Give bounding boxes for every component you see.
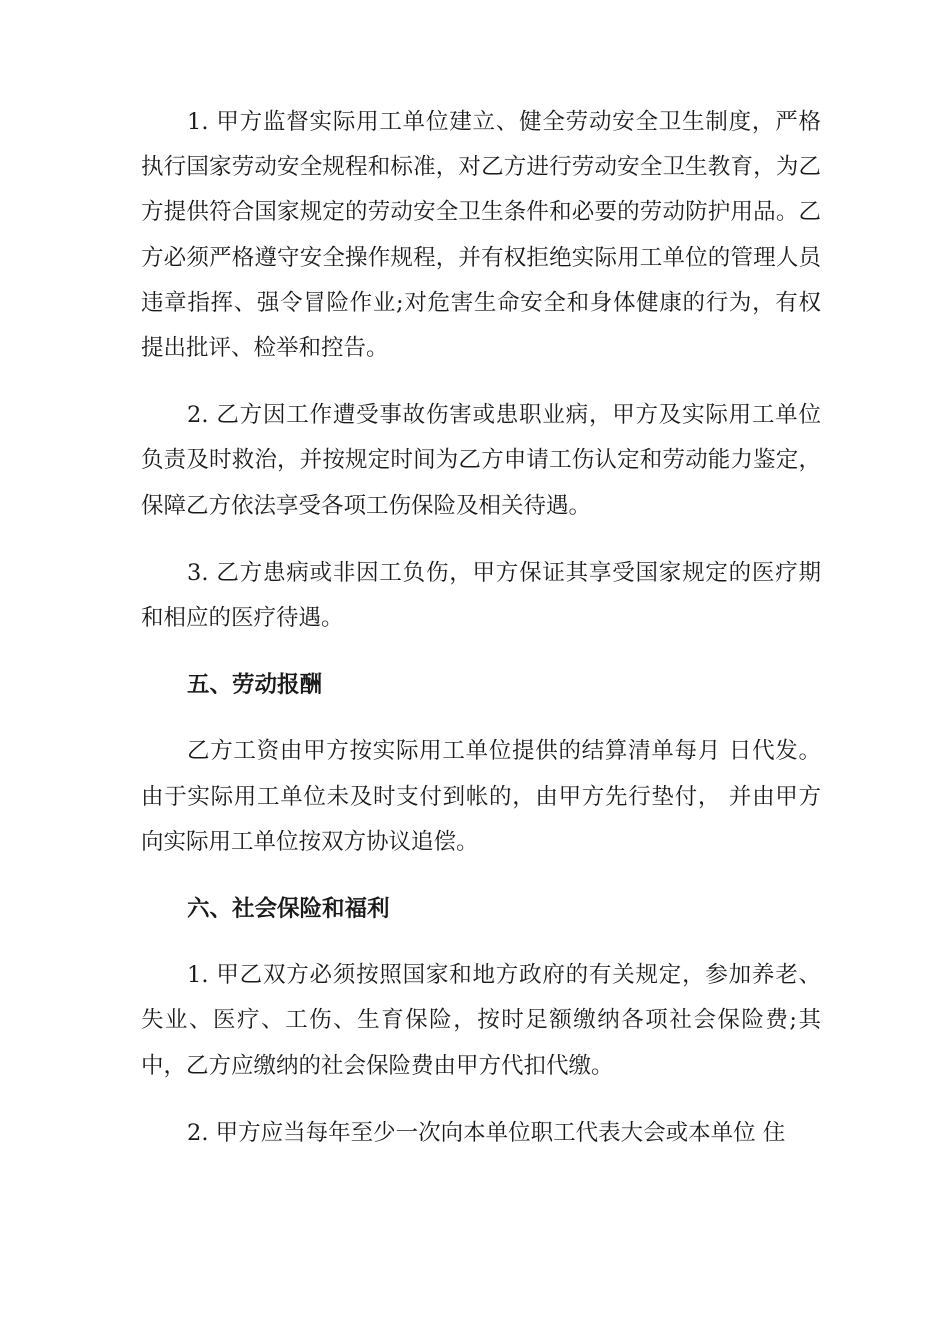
paragraph-wage-payment: 乙方工资由甲方按实际用工单位提供的结算清单每月 日代发。由于实际用工单位未及时支付到帐的，由甲方先行垫付， 并由甲方向实际用工单位按双方协议追偿。 (141, 738, 821, 855)
section-heading-remuneration: 五、劳动报酬 (187, 672, 323, 699)
paragraph-social-insurance: 1. 甲乙双方必须按照国家和地方政府的有关规定，参加养老、失业、医疗、工伤、生育保险，按时足额缴纳各项社会保险费;其中，乙方应缴纳的社会保险费由甲方代扣代缴。 (141, 962, 821, 1079)
section-heading-social-insurance: 六、社会保险和福利 (187, 896, 390, 923)
paragraph-employee-congress: 2. 甲方应当每年至少一次向本单位职工代表大会或本单位 住 (187, 1119, 786, 1146)
paragraph-work-injury: 2. 乙方因工作遭受事故伤害或患职业病，甲方及实际用工单位负责及时救治，并按规定时间为乙方申请工伤认定和劳动能力鉴定，保障乙方依法享受各项工伤保险及相关待遇。 (141, 402, 821, 519)
paragraph-illness-medical: 3. 乙方患病或非因工负伤，甲方保证其享受国家规定的医疗期和相应的医疗待遇。 (141, 559, 821, 632)
document-body (141, 100, 821, 1178)
paragraph-safety-duties: 1. 甲方监督实际用工单位建立、健全劳动安全卫生制度，严格执行国家劳动安全规程和标准，对乙方进行劳动安全卫生教育，为乙方提供符合国家规定的劳动安全卫生条件和必要的劳动防护用品。乙方必须严格遵守安全操作规程，并有权拒绝实际用工单位的管理人员违章指挥、强令冒险作业;对危害生命安全和身体健康的行为，有权提出批评、检举和控告。 (141, 109, 821, 362)
